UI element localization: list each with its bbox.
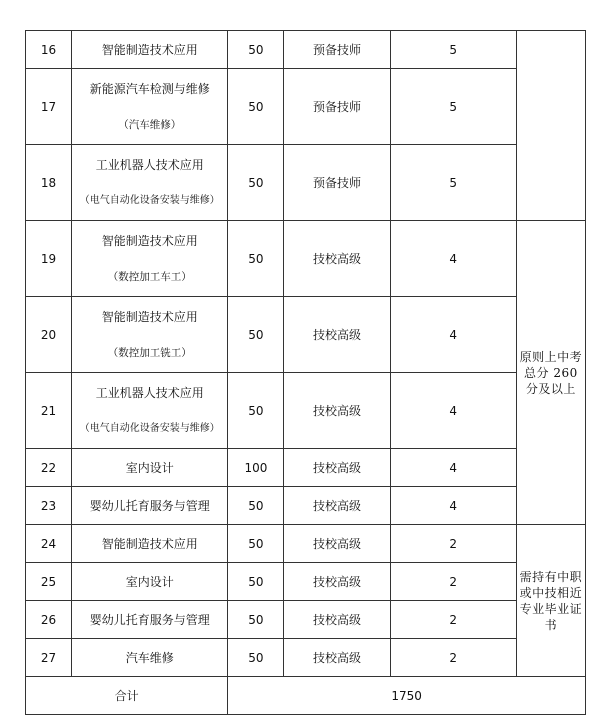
study-years: 5 — [390, 145, 516, 221]
plan-count: 100 — [228, 449, 284, 487]
training-level: 预备技师 — [284, 145, 390, 221]
table-row — [26, 449, 586, 487]
study-years: 4 — [390, 487, 516, 525]
plan-count: 50 — [228, 221, 284, 297]
major-direction: （电气自动化设备安装与维修） — [79, 194, 220, 206]
row-number: 16 — [26, 31, 72, 69]
table-row — [26, 487, 586, 525]
row-number: 25 — [26, 563, 72, 601]
table-row — [26, 601, 586, 639]
plan-count: 50 — [228, 145, 284, 221]
study-years: 2 — [390, 563, 516, 601]
training-level: 预备技师 — [284, 69, 390, 145]
plan-count: 50 — [228, 69, 284, 145]
row-number: 27 — [26, 639, 72, 677]
row-number: 26 — [26, 601, 72, 639]
training-level: 技校高级 — [284, 449, 390, 487]
major-name: 室内设计 — [72, 449, 228, 487]
note-cell-empty — [516, 31, 585, 221]
major-name: 智能制造技术应用 （数控加工车工） — [72, 221, 228, 297]
plan-count: 50 — [228, 525, 284, 563]
major-name: 智能制造技术应用 — [72, 31, 228, 69]
row-number: 23 — [26, 487, 72, 525]
table-row — [26, 145, 586, 221]
plan-count: 50 — [228, 31, 284, 69]
plan-count: 50 — [228, 487, 284, 525]
plan-count: 50 — [228, 601, 284, 639]
plan-count: 50 — [228, 373, 284, 449]
row-number: 17 — [26, 69, 72, 145]
study-years: 4 — [390, 373, 516, 449]
plan-count: 50 — [228, 563, 284, 601]
total-row — [26, 677, 586, 715]
major-direction: （汽车维修） — [118, 118, 182, 131]
training-level: 技校高级 — [284, 487, 390, 525]
study-years: 2 — [390, 639, 516, 677]
table-row — [26, 373, 586, 449]
study-years: 4 — [390, 221, 516, 297]
major-name: 智能制造技术应用 — [72, 525, 228, 563]
table-row — [26, 297, 586, 373]
row-number: 24 — [26, 525, 72, 563]
major-direction: （数控加工车工） — [107, 270, 192, 283]
table-row — [26, 69, 586, 145]
row-number: 18 — [26, 145, 72, 221]
row-number: 19 — [26, 221, 72, 297]
major-name: 婴幼儿托育服务与管理 — [72, 601, 228, 639]
training-level: 预备技师 — [284, 31, 390, 69]
admission-note: 原则上中考总分 260 分及以上 — [516, 221, 585, 525]
training-level: 技校高级 — [284, 563, 390, 601]
major-direction: （电气自动化设备安装与维修） — [79, 422, 220, 434]
plan-count: 50 — [228, 297, 284, 373]
major-name: 工业机器人技术应用 （电气自动化设备安装与维修） — [72, 373, 228, 449]
table-row — [26, 525, 586, 563]
row-number: 22 — [26, 449, 72, 487]
major-name: 智能制造技术应用 （数控加工铣工） — [72, 297, 228, 373]
total-value: 1750 — [228, 677, 586, 715]
study-years: 2 — [390, 525, 516, 563]
study-years: 4 — [390, 449, 516, 487]
major-direction: （数控加工铣工） — [107, 346, 192, 359]
row-number: 21 — [26, 373, 72, 449]
training-level: 技校高级 — [284, 525, 390, 563]
major-name: 婴幼儿托育服务与管理 — [72, 487, 228, 525]
table-row — [26, 31, 586, 69]
plan-count: 50 — [228, 639, 284, 677]
major-name: 室内设计 — [72, 563, 228, 601]
training-level: 技校高级 — [284, 639, 390, 677]
training-level: 技校高级 — [284, 601, 390, 639]
training-level: 技校高级 — [284, 297, 390, 373]
table-row — [26, 639, 586, 677]
major-name: 工业机器人技术应用 （电气自动化设备安装与维修） — [72, 145, 228, 221]
study-years: 4 — [390, 297, 516, 373]
training-level: 技校高级 — [284, 373, 390, 449]
major-name: 新能源汽车检测与维修 （汽车维修） — [72, 69, 228, 145]
study-years: 5 — [390, 31, 516, 69]
total-label: 合计 — [26, 677, 228, 715]
study-years: 5 — [390, 69, 516, 145]
row-number: 20 — [26, 297, 72, 373]
admission-note: 需持有中职或中技相近专业毕业证书 — [516, 525, 585, 677]
enrollment-plan-table — [25, 30, 586, 715]
table-row — [26, 563, 586, 601]
study-years: 2 — [390, 601, 516, 639]
table-row — [26, 221, 586, 297]
training-level: 技校高级 — [284, 221, 390, 297]
major-name: 汽车维修 — [72, 639, 228, 677]
